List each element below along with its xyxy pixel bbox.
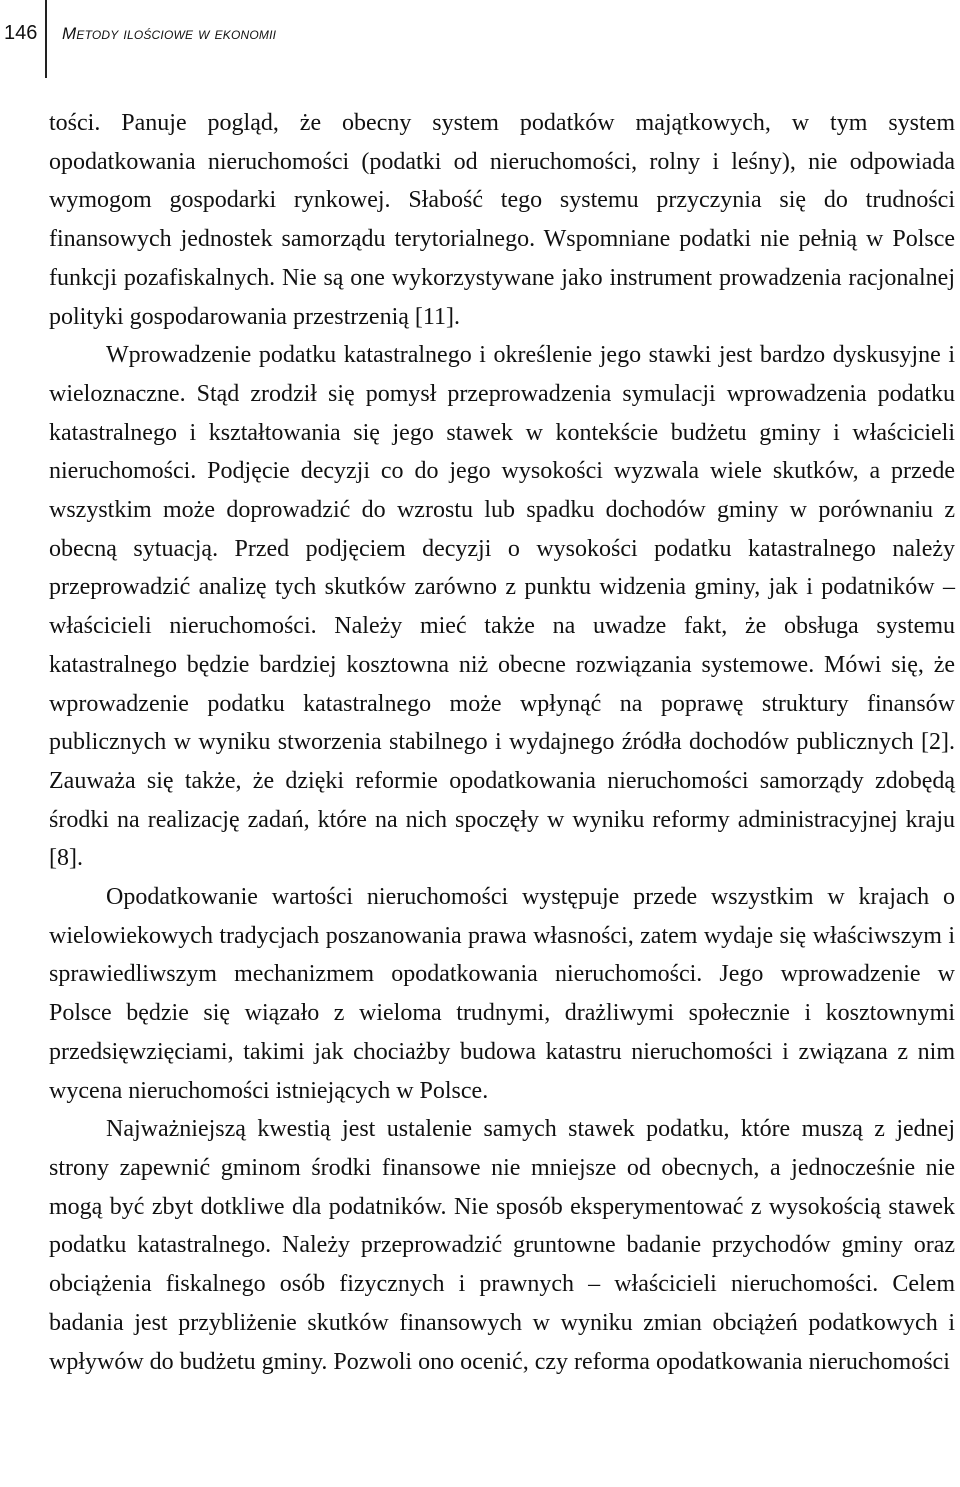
paragraph-continued: tości. Panuje pogląd, że obecny system podatków majątkowych, w tym system opodatkowania nieruchomości (podatki od nieruchomości, rolny i leśny), nie odpowiada wymogom gospodarki rynkowej. Słabość tego systemu przyczynia się do trudności finansowych jednostek samorządu terytorialnego. Wspomniane podatki nie pełnią w Polsce funkcji pozafiskalnych. Nie są one wykorzystywane jako instrument prowadzenia racjonalnej polityki gospodarowania przestrzenią [11]. (49, 110, 955, 330)
page-header (0, 0, 960, 78)
header-divider (45, 0, 47, 78)
paragraph: Najważniejszą kwestią jest ustalenie samych stawek podatku, które muszą z jednej strony zapewnić gminom środki finansowe nie mniejsze od obecnych, a jednocześnie nie mogą być zbyt dotkliwe dla podatników. Nie sposób eksperymentować z wysokością stawek podatku katastralnego. Należy przeprowadzić gruntowne badanie przychodów gminy oraz obciążenia fiskalnego osób fizycznych i prawnych – właścicieli nieruchomości. Celem badania jest przybliżenie skutków finansowych w wyniku zmian obciążeń podatkowych i wpływów do budżetu gminy. Pozwoli ono ocenić, czy reforma opodatkowania nieruchomości (49, 1116, 955, 1375)
paragraph: Opodatkowanie wartości nieruchomości występuje przede wszystkim w krajach o wielowiekowych tradycjach poszanowania prawa własności, zatem wydaje się właściwszym i sprawiedliwszym mechanizmem opodatkowania nieruchomości. Jego wprowadzenie w Polsce będzie się wiązało z wieloma trudnymi, drażliwymi społecznie i kosztownymi przedsięwzięciami, takimi jak chociażby budowa katastru nieruchomości i związana z nim wycena nieruchomości istniejących w Polsce. (49, 884, 955, 1104)
paragraph: Wprowadzenie podatku katastralnego i określenie jego stawki jest bardzo dyskusyjne i wieloznaczne. Stąd zrodził się pomysł przeprowadzenia symulacji wprowadzenia podatku katastralnego i kształtowania się jego stawek w kontekście budżetu gminy i właścicieli nieruchomości. Podjęcie decyzji co do jego wysokości wyzwala wiele skutków, a przede wszystkim może doprowadzić do wzrostu lub spadku dochodów gminy w porównaniu z obecną sytuacją. Przed podjęciem decyzji o wysokości podatku katastralnego należy przeprowadzić analizę tych skutków zarówno z punktu widzenia gminy, jak i podatników – właścicieli nieruchomości. Należy mieć także na uwadze fakt, że obsługa systemu katastralnego będzie bardziej kosztowna niż obecne rozwiązania systemowe. Mówi się, że wprowadzenie podatku katastralnego może wpłynąć na poprawę struktury finansów publicznych w wyniku stworzenia stabilnego i wydajnego źródła dochodów publicznych [2]. Zauważa się także, że dzięki reformie opodatkowania nieruchomości samorządy zdobędą środki na realizację zadań, które na nich spoczęły w wyniku reformy administracyjnej kraju [8]. (49, 342, 955, 872)
page-number: 146 (4, 22, 38, 44)
running-title: Metody ilościowe w ekonomii (62, 24, 277, 43)
body-text (49, 104, 955, 1381)
